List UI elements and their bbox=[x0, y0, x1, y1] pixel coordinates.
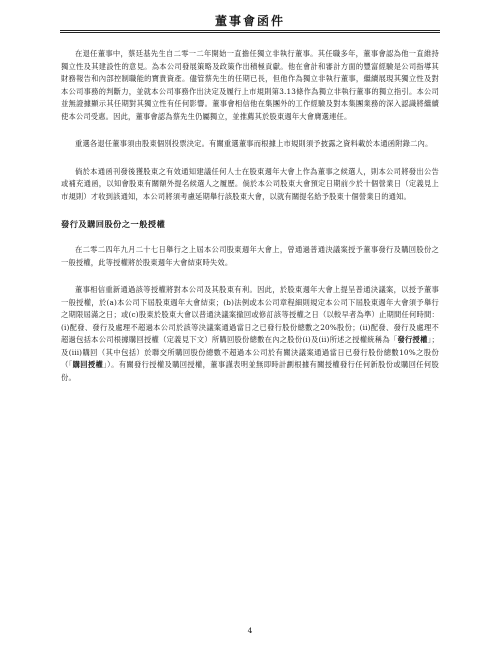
page-number: 4 bbox=[247, 626, 253, 635]
defined-term-issue-mandate: 發行授權 bbox=[397, 335, 428, 344]
paragraph-mandate-proposal bbox=[61, 284, 439, 384]
mandate-text-part-1: 董事相信重新通過該等授權將對本公司及其股東有利。因此，於股東週年大會上提呈普通決議案，以授予董事一般授權，於(a)本公司下屆股東週年大會結束；(b)法例或本公司章程細則規定本公司下屆股東週年大會須予舉行之期限屆滿之日；或(c)股東於股東大會以普通決議案撤回或修訂該等授權之日（以較早者為準）止期間任何時間：(i)配發、發行及處理不超過本公司於該等決議案通過當日之已發行股份總數之20%股份；(ii)配發、發行及處理不超過包括本公司根據購回授權（定義見下文）所購回股份總數在內之股份(i)及(ii)所述之授權統稱為「 bbox=[61, 285, 439, 344]
header-rule-bottom bbox=[60, 32, 440, 33]
paragraph-previous-mandates: 在二零二四年九月二十七日舉行之上屆本公司股東週年大會上，曾通過普通決議案授予董事發行及購回股份之一般授權，此等授權將於股東週年大會結束時失效。 bbox=[61, 245, 439, 267]
paragraph-director-independence: 在退任董事中，蔡廷基先生自二零一二年開始一直擔任獨立非執行董事。其任職多年，董事會認為他一直維持獨立性及其建設性的意見。為本公司發展策略及政策作出積極貢獻。他在會計和審計方面的豐富經驗是公司指導其財務報告和內部控制職能的寶貴資產。儘管蔡先生的任期已長，但他作為獨立非執行董事，繼續展現其獨立性及對本公司事務的判斷力，並就本公司事務作出決定及履行上市規則第3.13條作為獨立非執行董事的獨立指引。本公司並無證據顯示其任期對其獨立性有任何影響。董事會相信他在集團外的工作經驗及對本集團業務的深入認識將繼續使本公司受惠。因此，董事會認為蔡先生仍屬獨立，並推薦其於股東週年大會膺選連任。 bbox=[61, 49, 439, 121]
paragraph-reelection-vote: 重選各退任董事須由股東個別投票決定。有關重選董事而根據上市規則須予披露之資料載於本通函附錄二內。 bbox=[75, 139, 433, 148]
mandate-text-part-3: 」）。有關發行授權及購回授權，董事謹表明並無即時計劃根據有關授權發行任何新股份或購回任何股份。 bbox=[61, 360, 439, 382]
paragraph-nomination-notice: 倘於本通函刊發後獲股東之有效通知建議任何人士在股東週年大會上作為董事之候選人，則本公司將發出公告或補充通函，以知會股東有關額外提名候選人之履歷。倘於本公司股東大會預定日期前少於十個營業日（定義見上市規則）才收到該通知，本公司將須考慮延期舉行該股東大會，以就有關提名給予股東十個營業日的通知。 bbox=[61, 166, 439, 201]
letter-body bbox=[61, 48, 439, 395]
header-rule-top bbox=[60, 30, 440, 31]
mandate-text-part-2: 」；及(iii)購回（其中包括）於聯交所購回股份總數不超過本公司於有關決議案通過當日已發行股份總數10%之股份（「 bbox=[61, 335, 439, 369]
defined-term-repurchase-mandate: 購回授權 bbox=[72, 360, 104, 369]
section-heading-general-mandates: 發行及購回股份之一般授權 bbox=[61, 219, 166, 229]
page-title: 董事會函件 bbox=[214, 14, 285, 28]
